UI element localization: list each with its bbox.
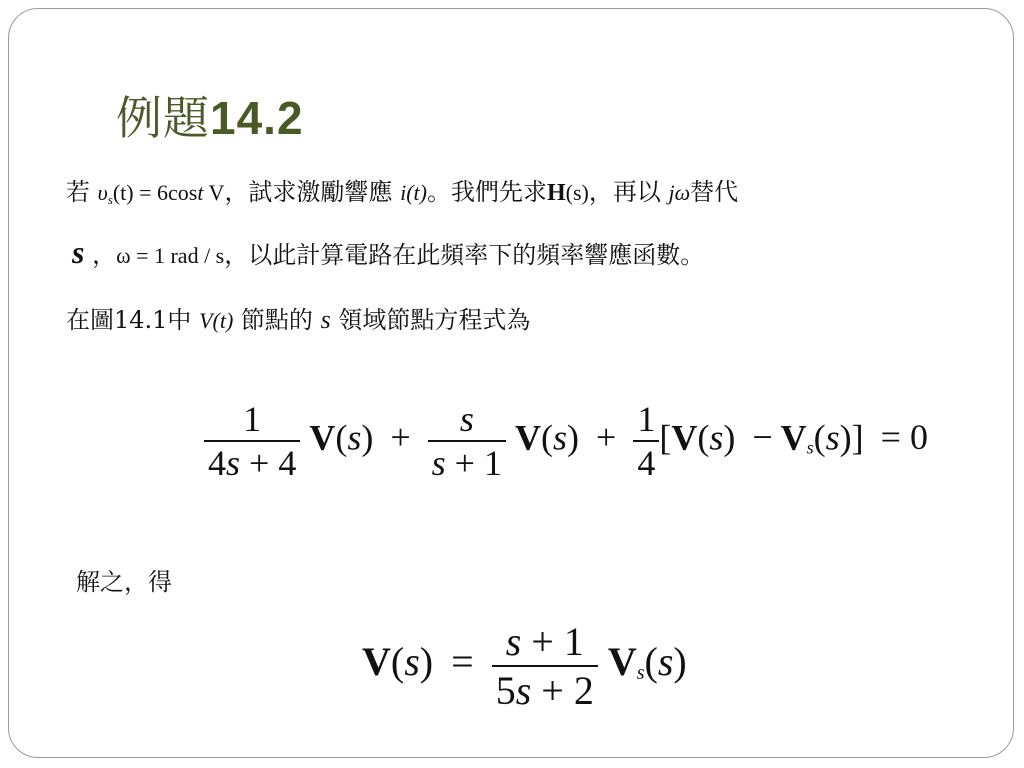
text-in-figure: 在圖14.1中 — [66, 306, 192, 334]
text-we-first: 。我們先求 — [426, 178, 547, 206]
text-then-use: ，再以 — [588, 178, 661, 206]
solve-text: 解之，得 — [76, 568, 172, 596]
problem-line-2 — [72, 234, 704, 271]
solution-equation: V(s) = $\frac{s + 1}{5s + 2}$ $V_s(s)$ — [362, 619, 687, 713]
text-if: 若 — [66, 178, 90, 206]
text-compute-frequency-response: ，以此計算電路在此頻率下的頻率響應函數。 — [224, 241, 705, 269]
fraction-1-over-4s-plus-4: $\frac{1}{4s + 4}$ — [204, 398, 300, 484]
title-cjk: 例題 — [116, 91, 210, 145]
problem-line-1 — [66, 172, 738, 208]
i-of-t: i(t) — [400, 180, 427, 205]
omega-value: ω = 1 rad / s — [116, 243, 225, 268]
H-of-s: H(s) — [546, 180, 589, 206]
comma: ， — [92, 241, 117, 269]
text-find-response: ，試求激勵響應 — [224, 178, 393, 206]
V-of-t: V(t) — [199, 308, 234, 333]
vs-expression: (t) = 6cost V — [112, 180, 225, 205]
vs-symbol: $\upsilon_s$ — [97, 180, 113, 207]
problem-line-3 — [66, 300, 530, 335]
node-equation: $\frac{1}{4s + 4}$ V(s) + $\frac{s}{s + 1}$ V(s) + $\frac{1}{4}$ $[V(s) - V_s(s)] = 0$ — [204, 398, 936, 484]
fraction-1-over-4: $\frac{1}{4}$ — [633, 398, 659, 484]
s-domain-symbol: s — [320, 305, 331, 334]
text-replace: 替代 — [690, 178, 739, 206]
fraction-s-plus-1-over-5s-plus-2: $\frac{s + 1}{5s + 2}$ — [492, 618, 598, 714]
fraction-s-over-s-plus-1: $\frac{s}{s + 1}$ — [428, 398, 506, 484]
title-number: 14.2 — [210, 92, 304, 144]
slide-title — [116, 82, 304, 148]
s-symbol: s — [72, 234, 85, 270]
text-node: 節點的 — [240, 306, 313, 334]
text-node-equation: 領域節點方程式為 — [338, 306, 531, 334]
j-omega: jω — [668, 180, 691, 205]
